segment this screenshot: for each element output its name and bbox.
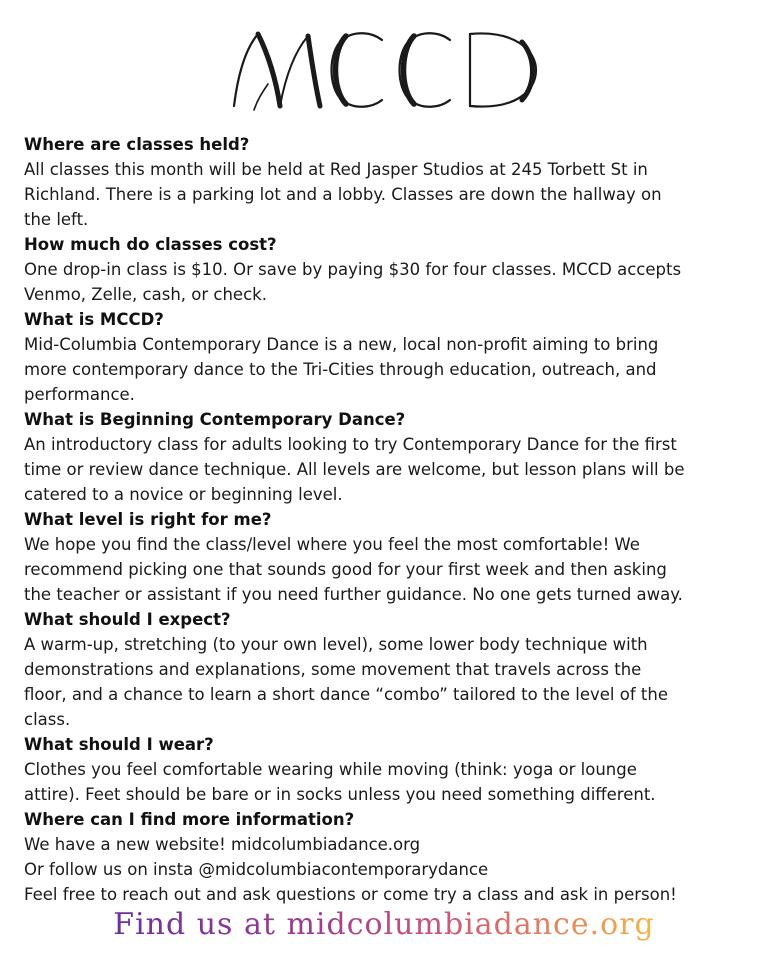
answer-line: Mid-Columbia Contemporary Dance is a new, local non-profit aiming to bring [24,335,659,354]
answer-line: Richland. There is a parking lot and a lobby. Classes are down the hallway on [24,185,662,204]
faq-answer [24,257,748,307]
faq-answer [24,532,748,607]
answer-line: We have a new website! midcolumbiadance.org [24,835,421,854]
answer-line: time or review dance technique. All levels are welcome, but lesson plans will be [24,460,685,479]
answer-line: performance. [24,385,135,404]
answer-line: Or follow us on insta @midcolumbiacontemporarydance [24,860,489,879]
faq-question: Where can I find more information? [24,810,355,829]
faq-question: How much do classes cost? [24,235,277,254]
faq-answer [24,157,748,232]
answer-line: the teacher or assistant if you need further guidance. No one gets turned away. [24,585,683,604]
faq-item-level [24,507,748,607]
faq-question: What should I expect? [24,610,231,629]
faq-answer [24,757,748,807]
footer-website-banner [0,903,768,947]
answer-line: One drop-in class is $10. Or save by paying $30 for four classes. MCCD accepts [24,260,682,279]
answer-line: A warm-up, stretching (to your own level), some lower body technique with [24,635,648,654]
footer-text: Find us at midcolumbiadance.org [113,907,655,942]
faq-answer [24,432,748,507]
faq-section [24,132,748,907]
faq-item-cost [24,232,748,307]
answer-line: Feel free to reach out and ask questions or come try a class and ask in person! [24,885,677,904]
faq-question: What should I wear? [24,735,214,754]
faq-question: What is MCCD? [24,310,164,329]
faq-answer [24,332,748,407]
faq-item-beginning [24,407,748,507]
answer-line: catered to a novice or beginning level. [24,485,343,504]
answer-line: demonstrations and explanations, some movement that travels across the [24,660,642,679]
answer-line: Venmo, Zelle, cash, or check. [24,285,267,304]
mccd-logo-mark [224,14,544,126]
mccd-logo [0,14,768,126]
answer-line: An introductory class for adults looking to try Contemporary Dance for the first [24,435,677,454]
answer-line: floor, and a chance to learn a short dance “combo” tailored to the level of the [24,685,668,704]
answer-line: recommend picking one that sounds good for your first week and then asking [24,560,667,579]
faq-question: What level is right for me? [24,510,272,529]
faq-item-about [24,307,748,407]
answer-line: All classes this month will be held at Red Jasper Studios at 245 Torbett St in [24,160,648,179]
faq-item-location [24,132,748,232]
answer-line: class. [24,710,71,729]
faq-item-info [24,807,748,907]
faq-item-wear [24,732,748,807]
faq-answer [24,832,748,907]
faq-answer [24,632,748,732]
answer-line: We hope you find the class/level where you feel the most comfortable! We [24,535,640,554]
answer-line: more contemporary dance to the Tri-Cities through education, outreach, and [24,360,657,379]
faq-question: Where are classes held? [24,135,250,154]
answer-line: the left. [24,210,89,229]
answer-line: attire). Feet should be bare or in socks unless you need something different. [24,785,656,804]
answer-line: Clothes you feel comfortable wearing while moving (think: yoga or lounge [24,760,637,779]
faq-question: What is Beginning Contemporary Dance? [24,410,406,429]
faq-item-expect [24,607,748,732]
